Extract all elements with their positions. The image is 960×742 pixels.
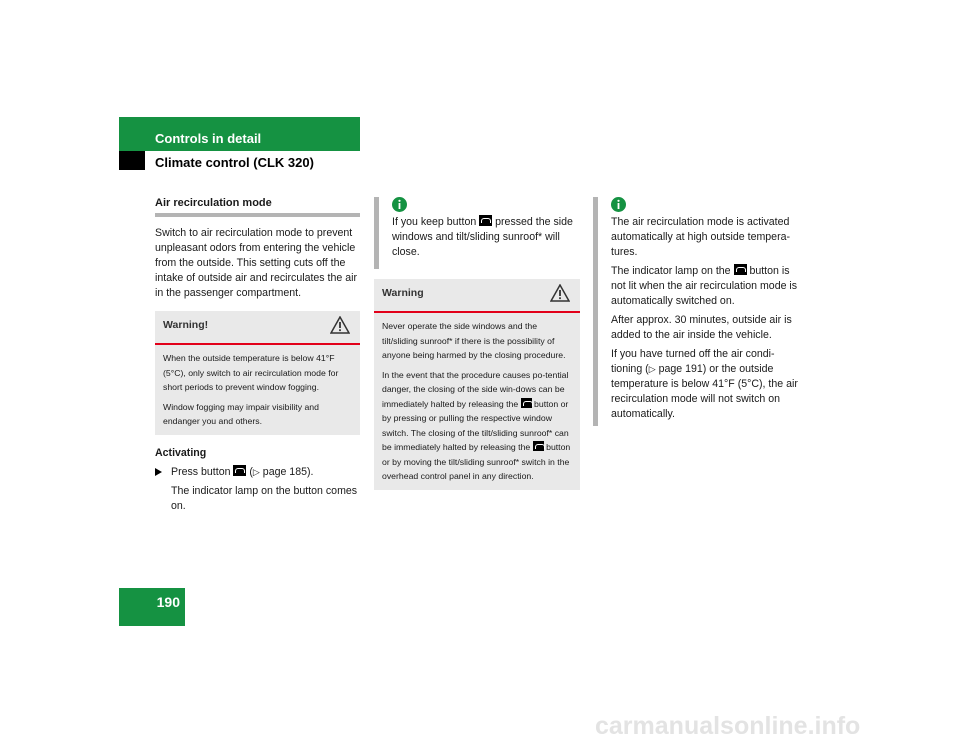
warning-text: Window fogging may impair visibility and endanger you and others. [163, 401, 319, 426]
info-paragraph: The indicator lamp on the button is not lit when the air recirculation mode is automatically switched on. [611, 265, 798, 307]
step-item: Press button (▷ page 185). [155, 465, 360, 480]
warning-label: Warning! [163, 319, 209, 331]
step-result: The indicator lamp on the button comes on. [171, 484, 358, 512]
warning-box [155, 311, 360, 435]
column-right [593, 197, 805, 426]
warning-box [374, 279, 580, 490]
warning-triangle-icon [330, 316, 350, 334]
section-heading: Air recirculation mode [155, 197, 360, 217]
watermark: carmanualsonline.info [595, 712, 861, 740]
info-paragraph: The air recirculation mode is activated automatically at high outside tempera-tures. [611, 216, 791, 258]
column-left [155, 197, 360, 514]
recirculation-button-icon [734, 264, 747, 275]
warning-text: In the event that the procedure causes po-tential danger, the closing of the side win-dows can be immediately halted by releasing the button or by pressing or pulling the respective window switch. The closing of the tilt/sliding sunroof* can be immediately halted by releasing the button or by moving the tilt/sliding sunroof* switch in the overhead control panel in any direction. [382, 369, 571, 481]
recirculation-button-icon [533, 441, 544, 451]
page-ref-arrow-icon: ▷ [648, 364, 656, 374]
warning-text: Never operate the side windows and the tilt/sliding sunroof* if there is the possibility of anyone being harmed by the closing procedure. [382, 321, 566, 360]
info-paragraph: If you have turned off the air condi-tioning (▷ page 191) or the outside temperature is below 41°F (5°C), the air recirculation mode will not switch on automatically. [611, 348, 798, 420]
column-middle [374, 197, 580, 490]
recirculation-button-icon [521, 398, 532, 408]
info-icon [611, 197, 626, 212]
recirculation-button-icon [479, 215, 492, 226]
info-paragraph: After approx. 30 minutes, outside air is added to the air inside the vehicle. [611, 314, 792, 341]
activating-heading: Activating [155, 446, 207, 459]
section-title: Controls in detail [155, 131, 262, 146]
info-note [593, 197, 805, 426]
intro-paragraph: Switch to air recirculation mode to prevent unpleasant odors from entering the vehicle from the outside. This setting cuts off the intake of outside air and recirculates the air in the passenger compartment. [155, 227, 357, 299]
subsection-title: Climate control (CLK 320) [155, 155, 314, 170]
page-number: 190 [156, 594, 180, 610]
header-marker [119, 151, 145, 170]
warning-label: Warning [382, 287, 424, 299]
warning-text: When the outside temperature is below 41°F (5°C), only switch to air recirculation mode for short periods to prevent window fogging. [163, 353, 339, 392]
bullet-arrow-icon [155, 468, 162, 476]
info-note: If you keep button pressed the side windows and tilt/sliding sunroof* will close. [374, 197, 580, 269]
recirculation-button-icon [233, 465, 246, 476]
warning-triangle-icon [550, 284, 570, 302]
page-ref-arrow-icon: ▷ [252, 466, 260, 477]
info-icon [392, 197, 407, 212]
